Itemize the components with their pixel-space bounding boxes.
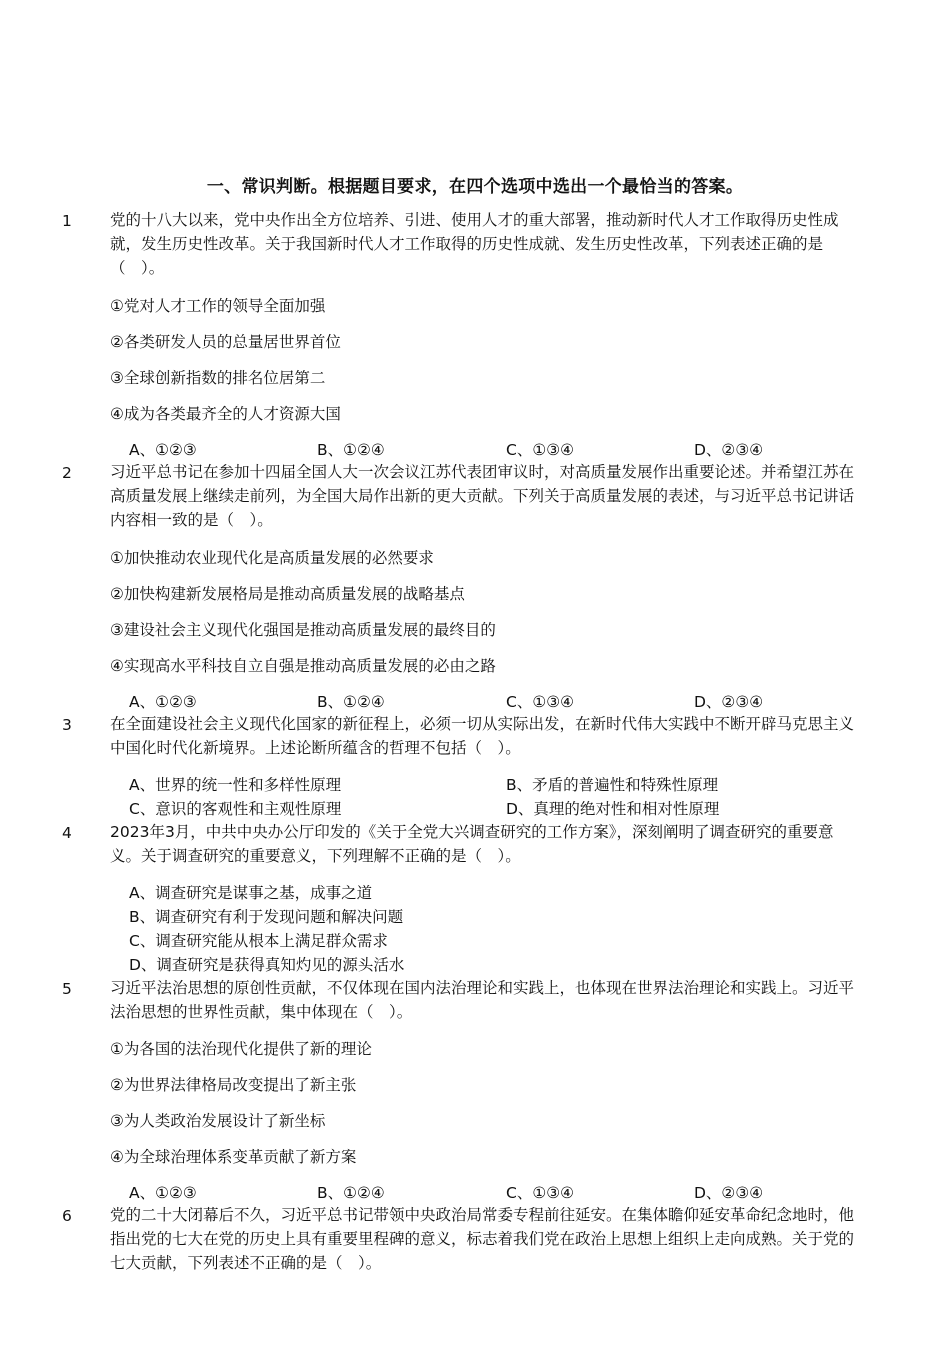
option-c: C、①③④ [506, 693, 575, 711]
statement: ②各类研发人员的总量居世界首位 [110, 333, 341, 351]
question-stem: 2023年3月，中共中央办公厅印发的《关于全党大兴调查研究的工作方案》，深刻阐明了调查研究的重要意义。关于调查研究的重要意义，下列理解不正确的是（ ）。 [110, 823, 834, 865]
statement: ①为各国的法治现代化提供了新的理论 [110, 1040, 372, 1058]
option-d: D、②③④ [694, 441, 764, 459]
question-number: 1 [62, 212, 72, 230]
option-a: A、调查研究是谋事之基，成事之道 [129, 884, 373, 902]
question-stem: 党的十八大以来，党中央作出全方位培养、引进、使用人才的重大部署，推动新时代人才工作取得历史性成就，发生历史性改革。关于我国新时代人才工作取得的历史性成就、发生历史性改革，下列表述正确的是（ ）。 [110, 211, 839, 277]
question-stem: 党的二十大闭幕后不久，习近平总书记带领中央政治局常委专程前往延安。在集体瞻仰延安革命纪念地时，他指出党的七大在党的历史上具有重要里程碑的意义，标志着我们党在政治上思想上组织上走向成熟。关于党的七大贡献，下列表述不正确的是（ ）。 [110, 1206, 855, 1272]
statement: ②为世界法律格局改变提出了新主张 [110, 1076, 357, 1094]
statement: ①党对人才工作的领导全面加强 [110, 297, 326, 315]
question-number: 2 [62, 464, 72, 482]
question-stem: 在全面建设社会主义现代化国家的新征程上，必须一切从实际出发，在新时代伟大实践中不断开辟马克思主义中国化时代化新境界。上述论断所蕴含的哲理不包括（ ）。 [110, 715, 855, 757]
question-number: 5 [62, 980, 72, 998]
option-d: D、调查研究是获得真知灼见的源头活水 [129, 956, 405, 974]
statement: ③为人类政治发展设计了新坐标 [110, 1112, 326, 1130]
option-d: D、②③④ [694, 693, 764, 711]
option-d: D、②③④ [694, 1184, 764, 1202]
option-a: A、①②③ [129, 1184, 197, 1202]
statement: ④实现高水平科技自立自强是推动高质量发展的必由之路 [110, 657, 496, 675]
option-b: B、矛盾的普遍性和特殊性原理 [506, 776, 719, 794]
question-number: 3 [62, 716, 72, 734]
statement: ①加快推动农业现代化是高质量发展的必然要求 [110, 549, 434, 567]
option-b: B、调查研究有利于发现问题和解决问题 [129, 908, 404, 926]
question-stem: 习近平总书记在参加十四届全国人大一次会议江苏代表团审议时，对高质量发展作出重要论述。并希望江苏在高质量发展上继续走前列，为全国大局作出新的更大贡献。下列关于高质量发展的表述，与习近平总书记讲话内容相一致的是（ ）。 [110, 463, 855, 529]
section-title: 一、常识判断。根据题目要求，在四个选项中选出一个最恰当的答案。 [206, 177, 744, 197]
question-number: 6 [62, 1207, 72, 1225]
question-stem: 习近平法治思想的原创性贡献，不仅体现在国内法治理论和实践上，也体现在世界法治理论和实践上。习近平法治思想的世界性贡献，集中体现在（ ）。 [110, 979, 855, 1021]
option-a: A、①②③ [129, 441, 197, 459]
statement: ③全球创新指数的排名位居第二 [110, 369, 326, 387]
option-c: C、①③④ [506, 441, 575, 459]
option-b: B、①②④ [317, 441, 385, 459]
option-b: B、①②④ [317, 1184, 385, 1202]
question-number: 4 [62, 824, 72, 842]
statement: ④成为各类最齐全的人才资源大国 [110, 405, 341, 423]
option-a: A、①②③ [129, 693, 197, 711]
option-c: C、意识的客观性和主观性原理 [129, 800, 342, 818]
option-c: C、调查研究能从根本上满足群众需求 [129, 932, 388, 950]
option-a: A、世界的统一性和多样性原理 [129, 776, 342, 794]
option-c: C、①③④ [506, 1184, 575, 1202]
statement: ②加快构建新发展格局是推动高质量发展的战略基点 [110, 585, 465, 603]
option-d: D、真理的绝对性和相对性原理 [506, 800, 720, 818]
statement: ④为全球治理体系变革贡献了新方案 [110, 1148, 357, 1166]
option-b: B、①②④ [317, 693, 385, 711]
statement: ③建设社会主义现代化强国是推动高质量发展的最终目的 [110, 621, 496, 639]
